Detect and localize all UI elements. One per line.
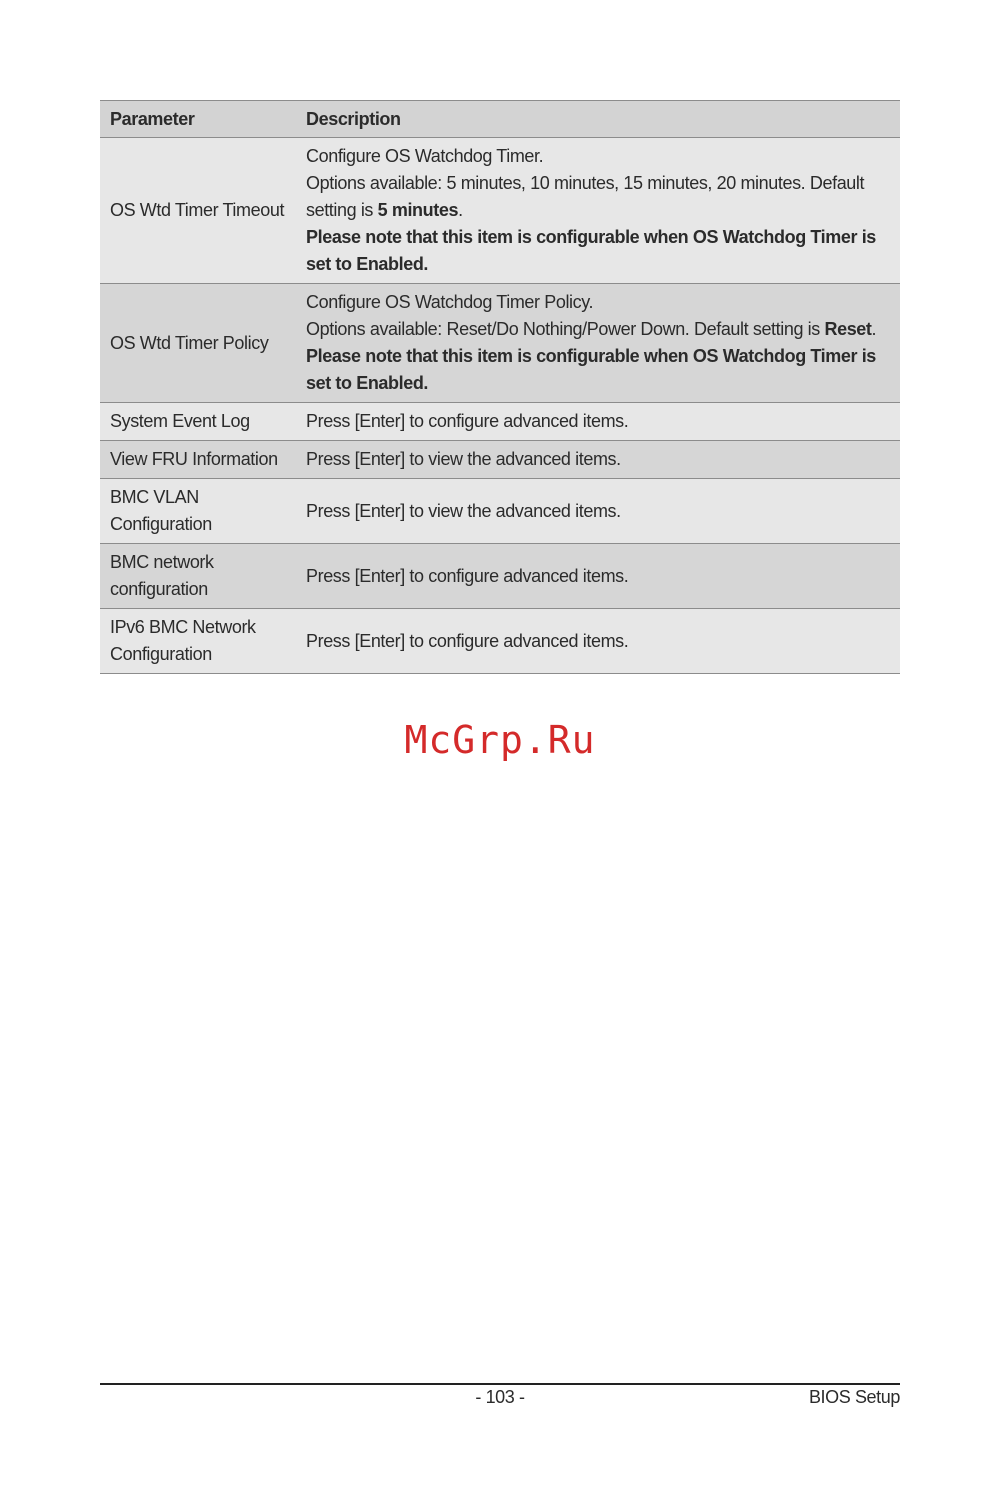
note-text: Please note that this item is configurable when OS Watchdog Timer is set to Enabled. xyxy=(306,346,876,393)
description-cell: Press [Enter] to view the advanced items. xyxy=(296,441,900,479)
table-header-row xyxy=(100,101,900,138)
description-cell: Press [Enter] to configure advanced items. xyxy=(296,544,900,609)
section-name: BIOS Setup xyxy=(808,1387,900,1407)
param-cell: System Event Log xyxy=(100,403,296,441)
param-cell: OS Wtd Timer Policy xyxy=(100,284,296,403)
table-row xyxy=(100,609,900,674)
param-cell: OS Wtd Timer Timeout xyxy=(100,138,296,284)
table-row xyxy=(100,138,900,284)
options-text xyxy=(306,170,890,224)
page-number: - 103 - xyxy=(475,1387,525,1407)
header-parameter: Parameter xyxy=(100,101,296,138)
default-value: 5 minutes xyxy=(377,200,459,220)
description-cell xyxy=(296,138,900,284)
param-cell: BMC VLAN Configuration xyxy=(100,479,296,544)
footer-divider xyxy=(100,1383,900,1385)
options-suffix: . xyxy=(871,319,877,339)
param-cell: View FRU Information xyxy=(100,441,296,479)
description-cell: Press [Enter] to configure advanced items. xyxy=(296,609,900,674)
param-cell: BMC network configuration xyxy=(100,544,296,609)
table-row xyxy=(100,479,900,544)
default-value: Reset xyxy=(824,319,872,339)
table-row xyxy=(100,544,900,609)
watermark-text: McGrp.Ru xyxy=(404,718,596,762)
table-row xyxy=(100,284,900,403)
parameter-table xyxy=(100,100,900,674)
note-text: Please note that this item is configurable when OS Watchdog Timer is set to Enabled. xyxy=(306,227,876,274)
description-cell xyxy=(296,284,900,403)
options-text xyxy=(306,316,890,343)
options-prefix: Options available: 5 minutes, 10 minutes, 15 minutes, 20 minutes. Default setting is xyxy=(306,173,865,220)
description-cell: Press [Enter] to configure advanced items. xyxy=(296,403,900,441)
header-description: Description xyxy=(296,101,900,138)
param-cell: IPv6 BMC Network Configuration xyxy=(100,609,296,674)
table-row xyxy=(100,441,900,479)
options-prefix: Options available: Reset/Do Nothing/Power Down. Default setting is xyxy=(306,319,825,339)
description-text: Configure OS Watchdog Timer. xyxy=(306,146,544,166)
table-row xyxy=(100,403,900,441)
description-text: Configure OS Watchdog Timer Policy. xyxy=(306,292,594,312)
description-cell: Press [Enter] to view the advanced items. xyxy=(296,479,900,544)
options-suffix: . xyxy=(458,200,463,220)
